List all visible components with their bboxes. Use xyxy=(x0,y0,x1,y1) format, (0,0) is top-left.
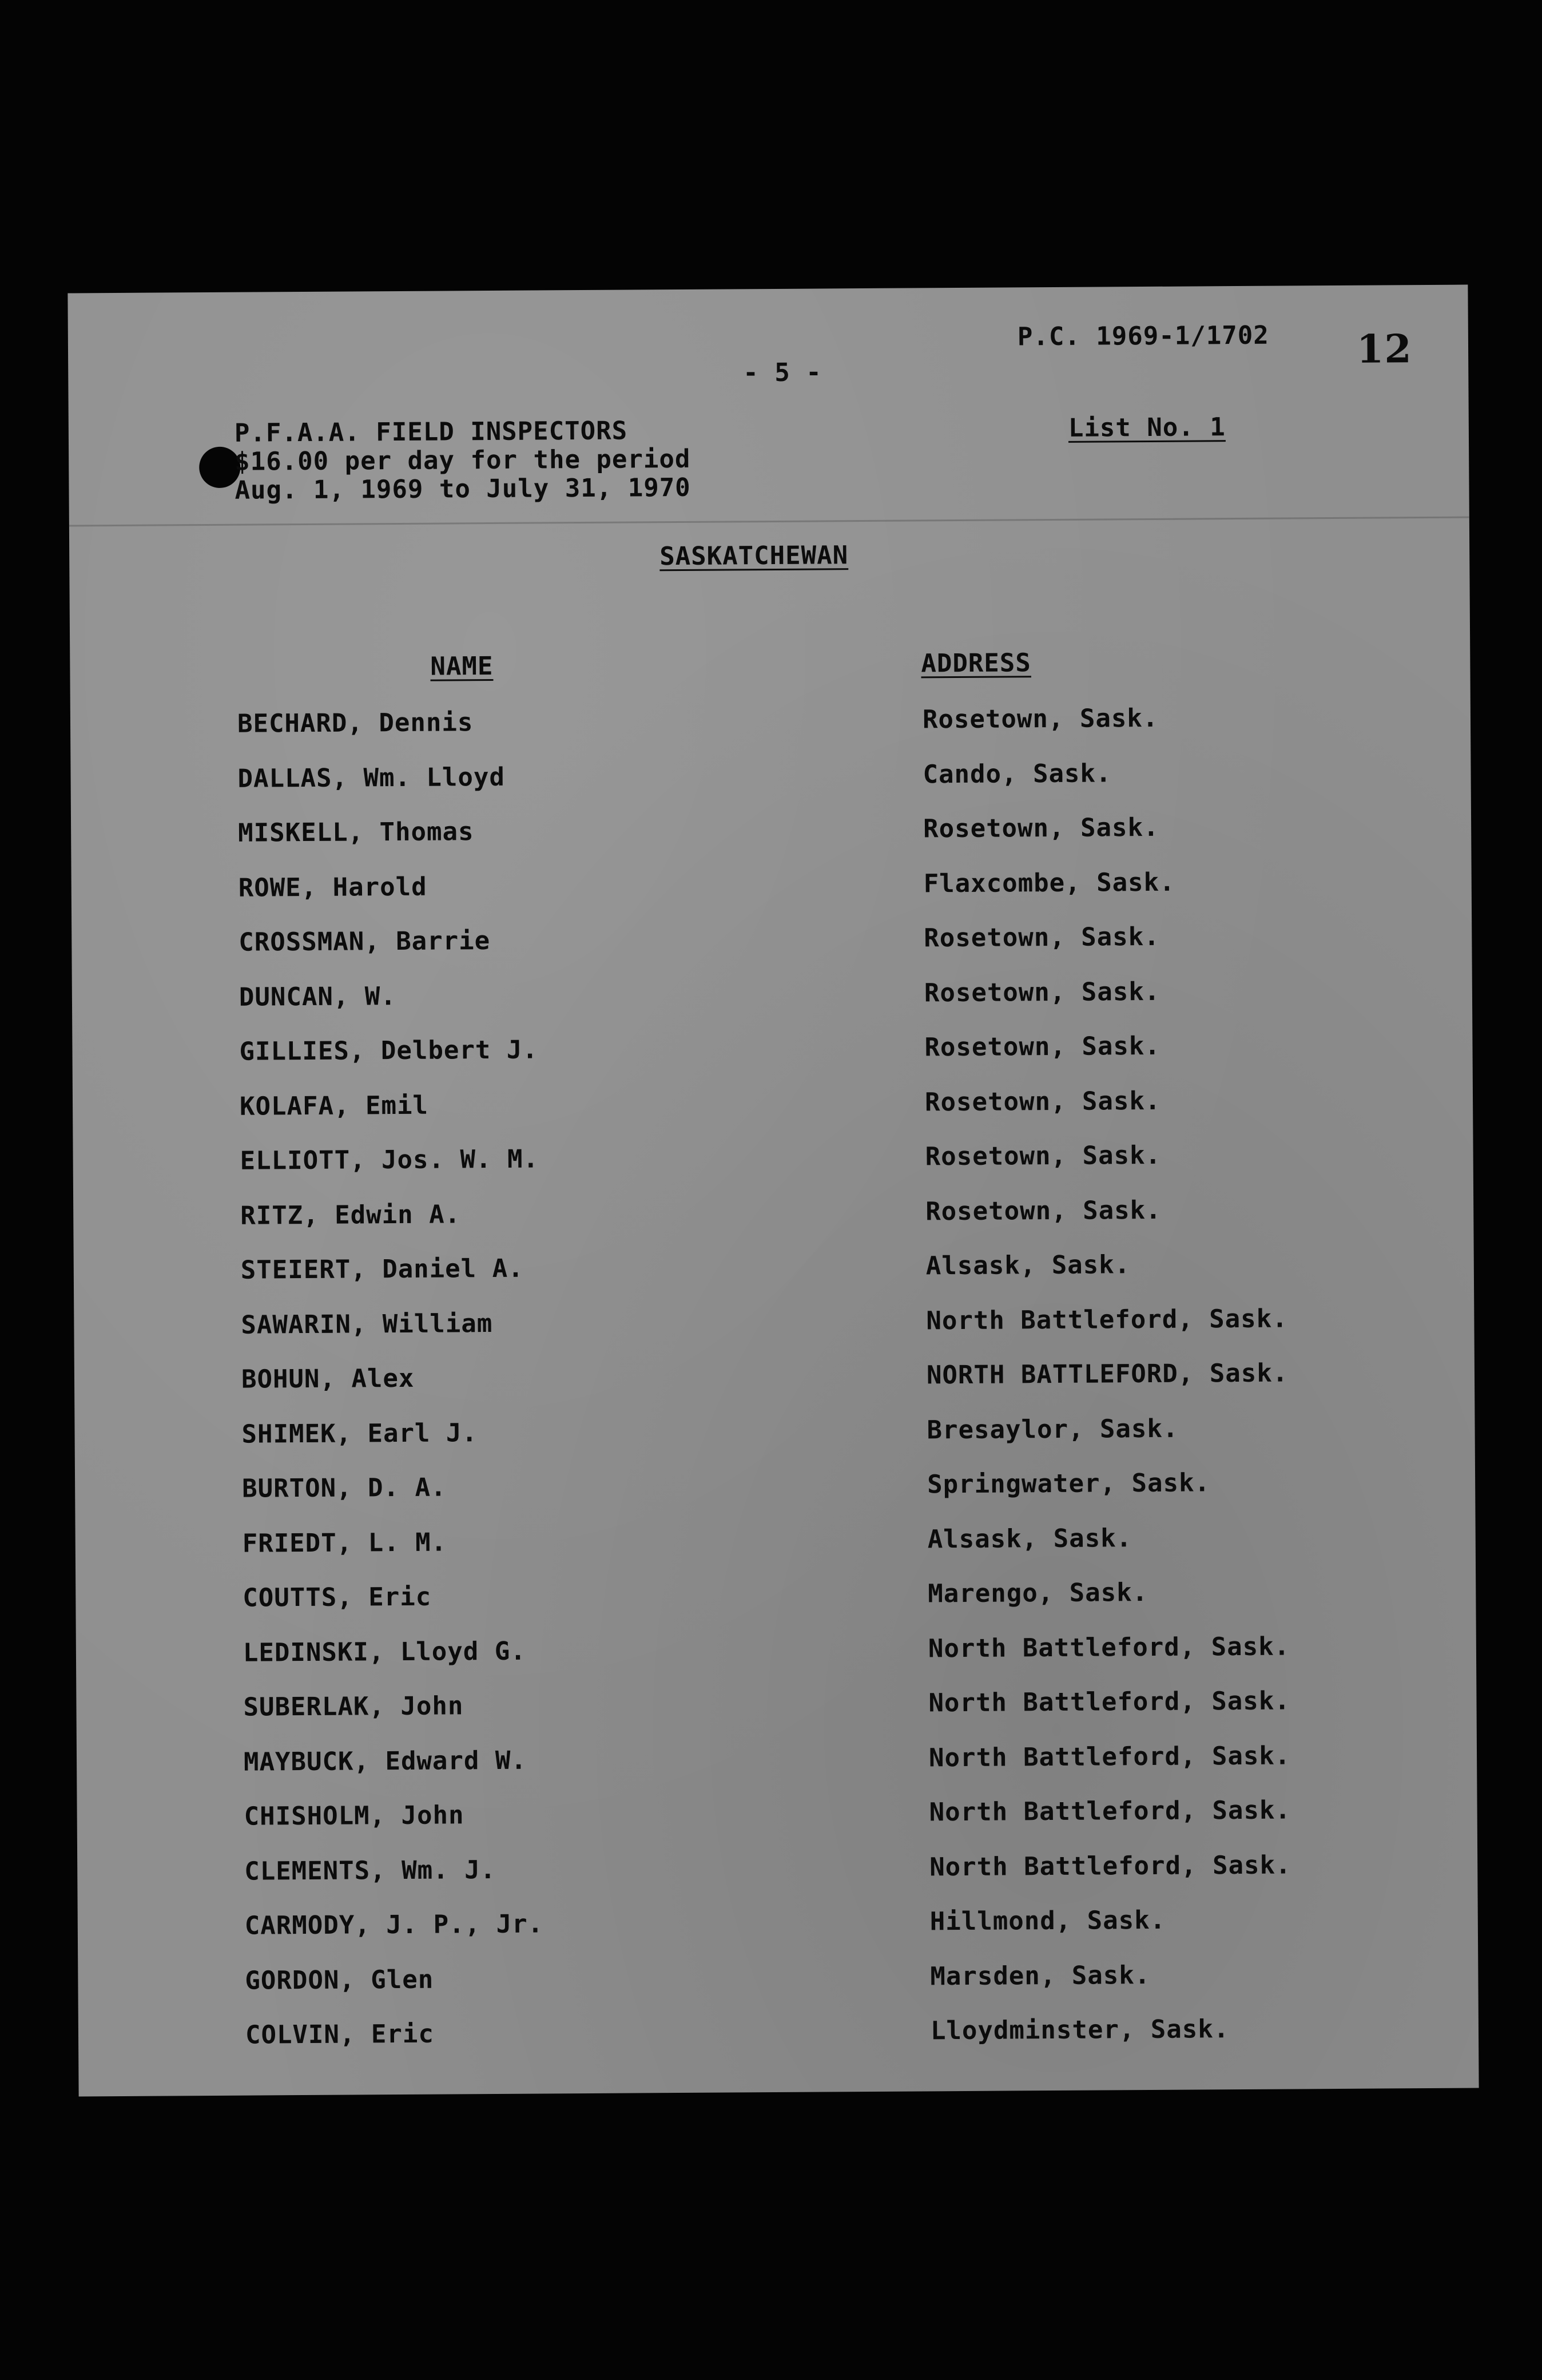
inspector-address: Marsden, Sask. xyxy=(930,1960,1151,1991)
list-item xyxy=(74,1414,1475,1451)
title-line-3: Aug. 1, 1969 to July 31, 1970 xyxy=(235,473,691,505)
title-line-2: $16.00 per day for the period xyxy=(235,444,691,477)
inspector-name: ROWE, Harold xyxy=(238,872,427,903)
inspector-address: Rosetown, Sask. xyxy=(925,1140,1162,1172)
inspector-name: CARMODY, J. P., Jr. xyxy=(244,1909,544,1941)
inspector-address: Springwater, Sask. xyxy=(927,1468,1211,1500)
inspector-name: KOLAFA, Emil xyxy=(239,1090,429,1121)
list-item xyxy=(72,1032,1472,1069)
inspector-address: NORTH BATTLEFORD, Sask. xyxy=(926,1358,1289,1390)
inspector-address: North Battleford, Sask. xyxy=(926,1304,1288,1335)
inspector-name: FRIEDT, L. M. xyxy=(242,1527,447,1558)
inspector-name: CHISHOLM, John xyxy=(244,1800,464,1831)
inspector-address: Rosetown, Sask. xyxy=(925,1195,1162,1226)
inspector-address: North Battleford, Sask. xyxy=(929,1795,1291,1827)
inspector-address: Rosetown, Sask. xyxy=(924,1031,1161,1062)
inspector-address: Hillmond, Sask. xyxy=(929,1905,1166,1937)
inspector-address: Rosetown, Sask. xyxy=(924,1086,1161,1117)
inspector-name: SHIMEK, Earl J. xyxy=(241,1418,478,1449)
page-number: 12 xyxy=(1356,326,1412,372)
list-item xyxy=(74,1251,1474,1288)
inspector-address: Alsask, Sask. xyxy=(927,1523,1132,1554)
document-page xyxy=(67,285,1479,2097)
list-item xyxy=(74,1360,1475,1397)
inspector-name: BECHARD, Dennis xyxy=(237,708,474,739)
inspector-name: COUTTS, Eric xyxy=(243,1582,432,1613)
inspector-address: Rosetown, Sask. xyxy=(922,703,1159,735)
inspector-address: Rosetown, Sask. xyxy=(923,812,1159,844)
list-item xyxy=(76,1688,1476,1725)
inspector-name: CROSSMAN, Barrie xyxy=(239,926,491,957)
title-line-1: P.F.A.A. FIELD INSPECTORS xyxy=(234,416,628,448)
column-header-address: ADDRESS xyxy=(921,648,1031,679)
inspector-address: Rosetown, Sask. xyxy=(924,922,1160,953)
list-item xyxy=(75,1578,1476,1616)
inspector-name: MAYBUCK, Edward W. xyxy=(243,1746,527,1777)
inspector-name: DALLAS, Wm. Lloyd xyxy=(237,762,506,794)
inspector-address: Alsask, Sask. xyxy=(925,1250,1131,1281)
list-item xyxy=(75,1469,1475,1506)
inspector-address: Flaxcombe, Sask. xyxy=(923,867,1175,898)
inspector-address: North Battleford, Sask. xyxy=(929,1850,1291,1882)
section-title: SASKATCHEWAN xyxy=(659,541,849,572)
list-label: List No. 1 xyxy=(1068,412,1226,443)
inspector-address: Cando, Sask. xyxy=(923,758,1112,789)
list-item xyxy=(73,1196,1473,1233)
inspector-name: MISKELL, Thomas xyxy=(238,817,474,848)
list-item xyxy=(70,759,1471,796)
list-item xyxy=(76,1633,1476,1670)
inspector-name: CLEMENTS, Wm. J. xyxy=(244,1855,496,1886)
column-header-name: NAME xyxy=(430,651,494,681)
list-item xyxy=(71,814,1471,851)
list-item xyxy=(77,1851,1477,1889)
inspector-name: RITZ, Edwin A. xyxy=(240,1199,461,1231)
inspector-name: SAWARIN, William xyxy=(241,1308,493,1340)
list-item xyxy=(72,977,1472,1014)
inspector-name: SUBERLAK, John xyxy=(243,1691,464,1722)
list-item xyxy=(73,1141,1473,1179)
inspector-address: North Battleford, Sask. xyxy=(928,1631,1290,1663)
inspector-name: ELLIOTT, Jos. W. M. xyxy=(240,1144,539,1176)
inspector-name: LEDINSKI, Lloyd G. xyxy=(243,1636,526,1668)
list-item xyxy=(75,1524,1476,1561)
paper-fold-line xyxy=(69,517,1469,527)
list-item xyxy=(77,1797,1477,1834)
inspector-address: North Battleford, Sask. xyxy=(928,1740,1291,1772)
inspector-name: STEIERT, Daniel A. xyxy=(240,1254,524,1285)
inspector-name: GORDON, Glen xyxy=(245,1965,434,1996)
list-item xyxy=(78,2015,1479,2052)
list-item xyxy=(70,704,1471,741)
list-item xyxy=(77,1742,1477,1779)
list-item xyxy=(73,1086,1473,1124)
inspector-name: BURTON, D. A. xyxy=(242,1473,447,1504)
list-item xyxy=(71,868,1472,905)
list-item xyxy=(74,1305,1474,1342)
inspector-name: DUNCAN, W. xyxy=(239,981,396,1012)
inspector-address: Rosetown, Sask. xyxy=(924,977,1161,1007)
inspector-address: Lloydminster, Sask. xyxy=(930,2014,1230,2046)
inspector-address: North Battleford, Sask. xyxy=(928,1686,1290,1718)
list-item xyxy=(71,923,1472,960)
inspector-address: Bresaylor, Sask. xyxy=(927,1414,1179,1445)
inspector-address: Marengo, Sask. xyxy=(928,1578,1148,1609)
page-marker: - 5 - xyxy=(743,358,822,388)
list-item xyxy=(78,1961,1478,1998)
inspector-name: GILLIES, Delbert J. xyxy=(239,1035,538,1066)
order-number: P.C. 1969-1/1702 xyxy=(1017,320,1269,352)
list-item xyxy=(78,1906,1478,1943)
inspector-name: COLVIN, Eric xyxy=(245,2019,435,2050)
inspector-name: BOHUN, Alex xyxy=(241,1363,415,1394)
